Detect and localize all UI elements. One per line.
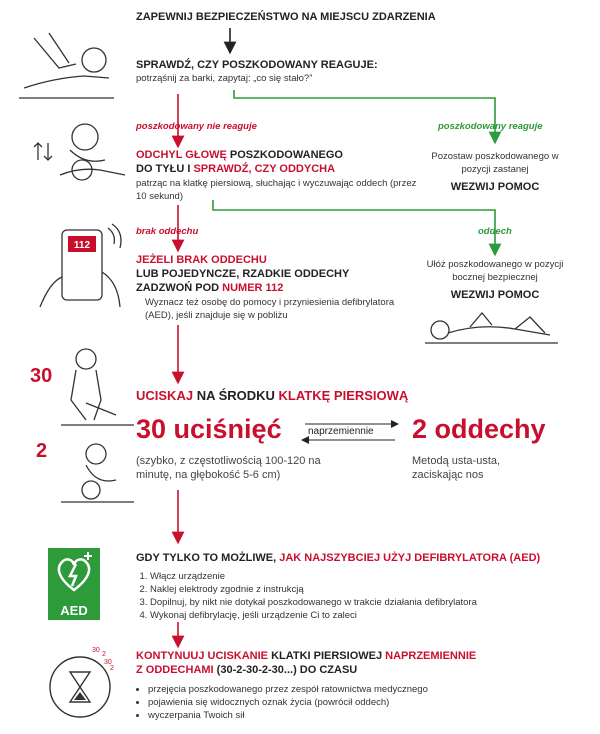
aed-step: 2. Naklej elektrody zgodnie z instrukcją — [150, 583, 556, 596]
continue-condition: • wyczerpania Twoich sił — [148, 709, 556, 722]
side-number-2: 2 — [36, 440, 48, 462]
step2-t4: SPRAWDŹ, CZY ODDYCHA — [193, 163, 336, 175]
step5-t2: JAK NAJSZYBCIEJ UŻYJ DEFIBRYLATORA (AED) — [279, 552, 541, 564]
breaths-count: 2 oddechy — [412, 414, 546, 444]
step3-title-line3 — [136, 281, 283, 295]
step4-title — [136, 388, 408, 403]
step2-t1: ODCHYL GŁOWĘ — [136, 149, 227, 161]
step3-t1: JEŻELI BRAK ODDECHU — [136, 254, 267, 266]
aed-heart-icon — [48, 548, 100, 598]
aed-sign — [48, 548, 100, 620]
aed-step: 3. Dopilnuj, by nikt nie dotykał poszkodowanego w trakcie działania defibrylatora — [150, 596, 556, 609]
step6-t4: Z ODDECHAMI — [136, 664, 214, 676]
step3-desc: Wyznacz też osobę do pomocy i przyniesienia defibrylatora (AED), jeśli znajduje się w pobliżu — [145, 297, 395, 321]
step2-t2: POSZKODOWANEGO — [226, 149, 343, 161]
step5-t1: GDY TYLKO TO MOŻLIWE, — [136, 552, 280, 564]
continue-condition: • przejęcia poszkodowanego przez zespół ratownictwa medycznego — [148, 683, 556, 696]
arrow-branch2-green — [213, 200, 495, 250]
step6-t3: NAPRZEMIENNIE — [385, 650, 477, 662]
breaths-desc: Metodą usta-usta, zaciskając nos — [412, 455, 501, 481]
step1-title: SPRAWDŹ, CZY POSZKODOWANY REAGUJE: — [136, 59, 378, 71]
side-number-30: 30 — [30, 365, 53, 387]
hourglass-icon — [40, 642, 120, 722]
rescue-breath-illustration — [56, 440, 136, 510]
chest-compression-illustration — [56, 345, 136, 430]
aed-label: AED — [60, 603, 88, 618]
aed-step: 1. Włącz urządzenie — [150, 570, 556, 583]
right2-desc: Ułóż poszkodowanego w pozycji bocznej bezpiecznej — [426, 259, 564, 283]
continue-until-list — [136, 683, 556, 722]
recovery-position-illustration — [420, 305, 560, 350]
step6-title-line2 — [136, 663, 357, 677]
phone-number: 112 — [73, 240, 91, 251]
branch2-no-label: brak oddechu — [136, 226, 199, 237]
head-tilt-illustration — [30, 115, 130, 195]
phone-call-illustration — [30, 222, 130, 317]
step3-t3: ZADZWOŃ POD — [136, 282, 223, 294]
step4-t3: KLATKĘ PIERSIOWĄ — [278, 388, 409, 403]
right1-desc: Pozostaw poszkodowanego w pozycji zastanej — [431, 151, 559, 175]
step6-title-line1 — [136, 649, 476, 663]
step0-title: ZAPEWNIJ BEZPIECZEŃSTWO NA MIEJSCU ZDARZENIA — [136, 11, 436, 23]
branch1-no-label: poszkodowany nie reaguje — [136, 121, 257, 132]
aed-step: 4. Wykonaj defibrylację, jeśli urządzenie Ci to zaleci — [150, 609, 556, 622]
step6-t5: (30-2-30-2-30...) DO CZASU — [213, 664, 358, 676]
step6-t2: KLATKI PIERSIOWEJ — [268, 650, 386, 662]
step3-t2: LUB POJEDYNCZE, RZADKIE ODDECHY — [136, 268, 350, 280]
step1-desc: potrząśnij za barki, zapytaj: „co się stało?” — [136, 73, 313, 84]
alternate-label: naprzemiennie — [308, 426, 374, 437]
timer-num: 30 — [104, 659, 112, 666]
right2-action: WEZWIJ POMOC — [450, 289, 540, 301]
timer-num: 2 — [110, 665, 114, 672]
compressions-count: 30 uciśnięć — [136, 414, 282, 444]
step6-list-wrap — [136, 683, 556, 722]
step4-t1: UCISKAJ — [136, 388, 194, 403]
shake-victim-illustration — [14, 28, 119, 103]
compressions-desc: (szybko, z częstotliwością 100-120 na minutę, na głębokość 5-6 cm) — [136, 455, 321, 481]
step2-title-line1 — [136, 148, 343, 162]
timer-num: 2 — [102, 651, 106, 658]
step2-desc: patrząc na klatkę piersiową, słuchając i wyczuwając oddech (przez 10 sekund) — [136, 178, 417, 202]
step4-t2: NA ŚRODKU — [193, 388, 279, 403]
step5-list-wrap — [136, 570, 556, 622]
continue-condition: • pojawienia się widocznych oznak życia (powrócił oddech) — [148, 696, 556, 709]
aed-steps-list — [136, 570, 556, 622]
step6-t1: KONTYNUUJ UCISKANIE — [136, 650, 269, 662]
step5-title — [136, 551, 540, 565]
branch1-yes-label: poszkodowany reaguje — [438, 121, 543, 132]
step3-t4: NUMER 112 — [222, 282, 284, 294]
timer-num: 30 — [92, 647, 100, 654]
branch2-yes-label: oddech — [478, 226, 512, 237]
right1-action: WEZWIJ POMOC — [450, 181, 540, 193]
step2-title-line2 — [136, 162, 335, 176]
step2-t3: DO TYŁU I — [136, 163, 194, 175]
